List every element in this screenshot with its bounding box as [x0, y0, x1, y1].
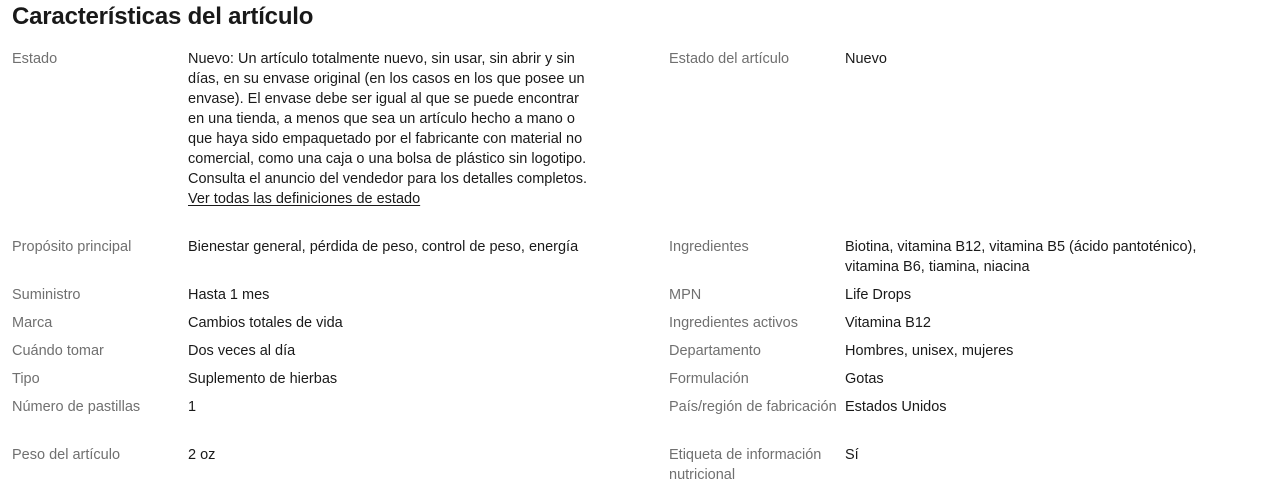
spec-label: MPN: [669, 287, 702, 303]
spec-label: Propósito principal: [12, 239, 132, 255]
spec-value: Sí: [845, 447, 859, 463]
spec-label: Peso del artículo: [12, 447, 121, 463]
spec-label: Ingredientes activos: [669, 315, 798, 331]
spec-label: Estado: [12, 51, 58, 67]
spec-value: Estados Unidos: [845, 399, 947, 415]
spec-label: País/región de fabricación: [669, 399, 837, 415]
spec-value: [188, 49, 588, 229]
condition-description: Nuevo: Un artículo totalmente nuevo, sin usar, sin abrir y sin días, en su envase original (en los casos en los que posee un envase). El envase debe ser igual al que se puede encontrar en una tienda, a menos que sea un artículo hecho a mano o que haya sido empaquetado por el fabricante con material no comercial, como una caja o una bolsa de plástico sin logotipo. Consulta el anuncio del vendedor para los detalles completos.: [188, 51, 587, 187]
condition-definitions-link[interactable]: Ver todas las definiciones de estado: [188, 191, 421, 207]
spec-label: Tipo: [12, 371, 40, 387]
spec-value: Vitamina B12: [845, 315, 931, 331]
spec-value: Dos veces al día: [188, 343, 296, 359]
spec-value: Biotina, vitamina B12, vitamina B5 (ácido pantoténico), vitamina B6, tiamina, niacina: [845, 239, 1197, 275]
spec-label: Cuándo tomar: [12, 343, 104, 359]
spec-row-ingredientes: [669, 237, 1249, 277]
spec-value: Cambios totales de vida: [188, 315, 343, 331]
spec-value: Life Drops: [845, 287, 912, 303]
spec-row-formulacion: [669, 369, 1249, 389]
spec-row-etiqueta-nutricional: [669, 445, 1249, 485]
spec-row-mpn: [669, 285, 1249, 305]
spec-row-numero-pastillas: [12, 397, 669, 437]
spec-row-estado-articulo: [669, 49, 1249, 229]
spec-label: Formulación: [669, 371, 749, 387]
specs-grid: [12, 49, 1249, 493]
spec-value: Bienestar general, pérdida de peso, control de peso, energía: [188, 239, 579, 255]
spec-row-proposito: [12, 237, 669, 277]
spec-label: Estado del artículo: [669, 51, 790, 67]
spec-value: Suplemento de hierbas: [188, 371, 338, 387]
spec-value: 2 oz: [188, 447, 216, 463]
spec-row-departamento: [669, 341, 1249, 361]
spec-value: Hombres, unisex, mujeres: [845, 343, 1014, 359]
spec-label: Etiqueta de información nutricional: [669, 447, 822, 483]
spec-label: Marca: [12, 315, 53, 331]
spec-label: Ingredientes: [669, 239, 749, 255]
section-title: Características del artículo: [12, 3, 314, 30]
spec-row-tipo: [12, 369, 669, 389]
spec-value: Nuevo: [845, 51, 887, 67]
spec-value: Hasta 1 mes: [188, 287, 270, 303]
spec-row-estado: [12, 49, 669, 229]
spec-row-ingredientes-activos: [669, 313, 1249, 333]
spec-value: Gotas: [845, 371, 884, 387]
spec-row-cuando-tomar: [12, 341, 669, 361]
spec-value: 1: [188, 399, 197, 415]
spec-label: Número de pastillas: [12, 399, 141, 415]
spec-row-pais-fabricacion: [669, 397, 1249, 437]
specs-column-left: [12, 49, 669, 493]
spec-row-suministro: [12, 285, 669, 305]
spec-row-peso: [12, 445, 669, 465]
spec-label: Suministro: [12, 287, 81, 303]
spec-label: Departamento: [669, 343, 761, 359]
specs-column-right: [669, 49, 1249, 493]
spec-row-marca: [12, 313, 669, 333]
